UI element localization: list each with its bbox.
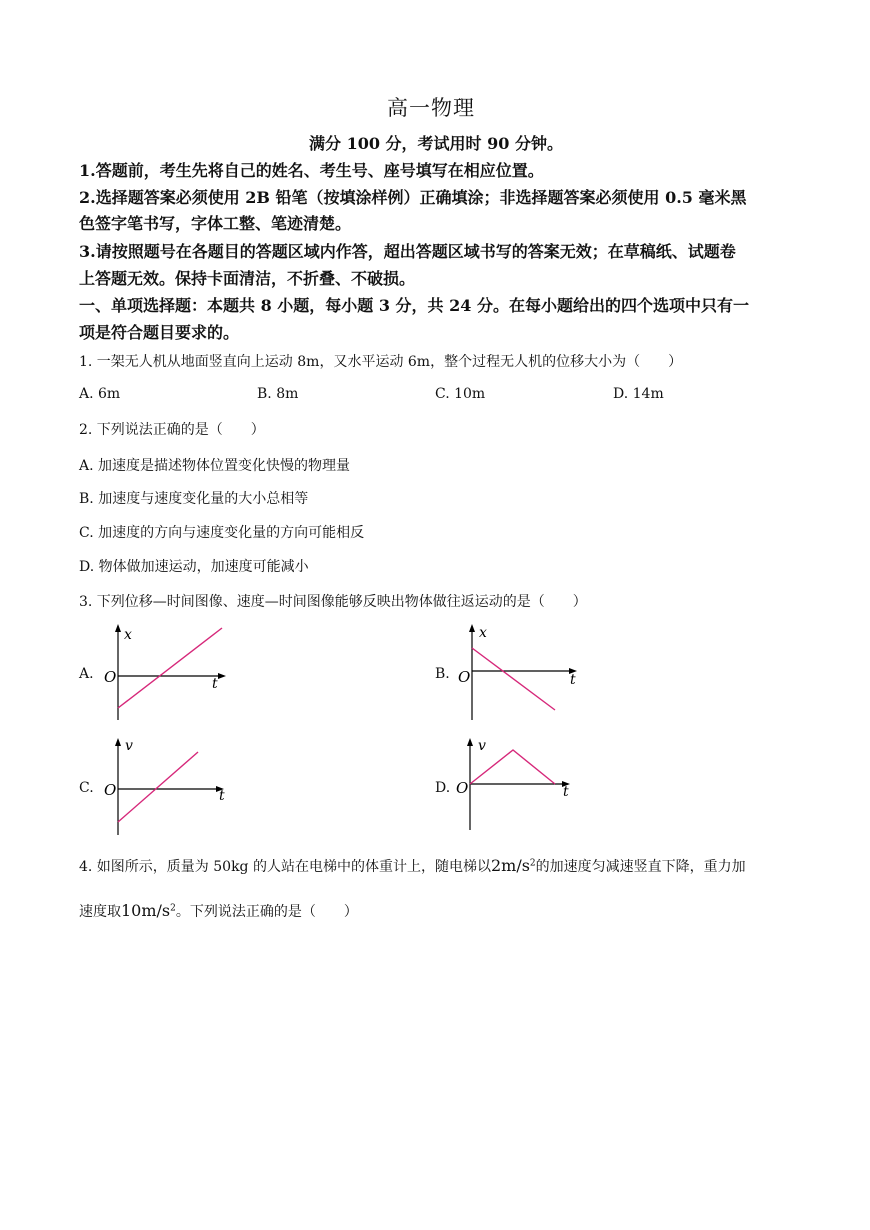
- q4-stem-line1: [79, 856, 746, 876]
- q4-gravity-exponent: 2: [170, 903, 176, 914]
- origin-label: O: [104, 668, 117, 686]
- q3-graph-a-label: A.: [79, 666, 94, 682]
- origin-label: O: [104, 781, 117, 799]
- q2-option-a: A. 加速度是描述物体位置变化快慢的物理量: [79, 458, 351, 474]
- q3-graph-c-label: C.: [79, 780, 94, 796]
- y-axis-label: x: [479, 625, 487, 641]
- q1-option-c: C. 10m: [435, 386, 486, 402]
- page-title: 高一物理: [387, 96, 475, 120]
- y-axis-label: v: [125, 738, 133, 754]
- q3-graph-b-label: B.: [435, 666, 450, 682]
- x-axis-label: t: [563, 784, 569, 800]
- score-line: 满分 100 分，考试用时 90 分钟。: [309, 134, 563, 153]
- origin-label: O: [456, 779, 469, 797]
- q3-graph-b: [455, 622, 585, 722]
- q1-option-a: A. 6m: [79, 386, 121, 402]
- x-axis-label: t: [219, 788, 225, 804]
- note-3-cont: 上答题无效。保持卡面清洁，不折叠、不破损。: [79, 269, 416, 288]
- y-axis-arrow: [469, 624, 475, 632]
- q1-option-d: D. 14m: [613, 386, 664, 402]
- q3-graph-c-line: [118, 752, 198, 822]
- q3-graph-a-line: [118, 628, 222, 708]
- y-axis-arrow: [467, 738, 473, 746]
- section-heading: 一、单项选择题：本题共 8 小题，每小题 3 分，共 24 分。在每小题给出的四个选项中只有一: [79, 296, 749, 315]
- y-axis-arrow: [115, 624, 121, 632]
- q3-stem: 3. 下列位移—时间图像、速度—时间图像能够反映出物体做往返运动的是（ ）: [79, 594, 587, 610]
- q4-stem-part4: 。下列说法正确的是（ ）: [175, 904, 358, 920]
- q2-option-b: B. 加速度与速度变化量的大小总相等: [79, 491, 309, 507]
- q4-gravity: 10m/s: [121, 901, 171, 920]
- q3-graph-a: [100, 622, 230, 722]
- q3-graph-c: [100, 735, 230, 837]
- q1-option-b: B. 8m: [257, 386, 299, 402]
- q3-graph-b-line: [472, 648, 555, 710]
- note-2-cont: 色签字笔书写，字体工整、笔迹清楚。: [79, 214, 352, 233]
- section-heading-cont: 项是符合题目要求的。: [79, 323, 240, 342]
- q1-stem: 1. 一架无人机从地面竖直向上运动 8m，又水平运动 6m，整个过程无人机的位移大小为（ ）: [79, 354, 683, 370]
- q3-graph-d: [455, 735, 585, 835]
- y-axis-label: x: [124, 627, 132, 643]
- note-3: 3.请按照题号在各题目的答题区域内作答，超出答题区域书写的答案无效；在草稿纸、试题卷: [79, 242, 736, 261]
- q2-option-d: D. 物体做加速运动，加速度可能减小: [79, 559, 309, 575]
- note-2: 2.选择题答案必须使用 2B 铅笔（按填涂样例）正确填涂；非选择题答案必须使用 0.5 毫米黑: [79, 188, 747, 207]
- q4-stem-part2: 的加速度匀减速竖直下降，重力加: [535, 859, 746, 875]
- q2-stem: 2. 下列说法正确的是（ ）: [79, 422, 265, 438]
- q4-acceleration: 2m/s: [490, 856, 530, 875]
- x-axis-label: t: [570, 672, 576, 688]
- origin-label: O: [458, 668, 471, 686]
- q2-option-c: C. 加速度的方向与速度变化量的方向可能相反: [79, 525, 365, 541]
- x-axis-label: t: [212, 676, 218, 692]
- x-axis-arrow: [218, 673, 226, 679]
- q3-graph-d-label: D.: [435, 780, 451, 796]
- q4-stem-part1: 4. 如图所示，质量为 50kg 的人站在电梯中的体重计上，随电梯以: [79, 859, 491, 875]
- note-1: 1.答题前，考生先将自己的姓名、考生号、座号填写在相应位置。: [79, 161, 544, 180]
- q4-stem-part3: 速度取: [79, 904, 121, 920]
- q4-stem-line2: [79, 901, 358, 921]
- q4-acceleration-exponent: 2: [529, 858, 536, 869]
- y-axis-label: v: [478, 738, 486, 754]
- q3-graph-d-line: [470, 750, 555, 784]
- y-axis-arrow: [115, 738, 121, 746]
